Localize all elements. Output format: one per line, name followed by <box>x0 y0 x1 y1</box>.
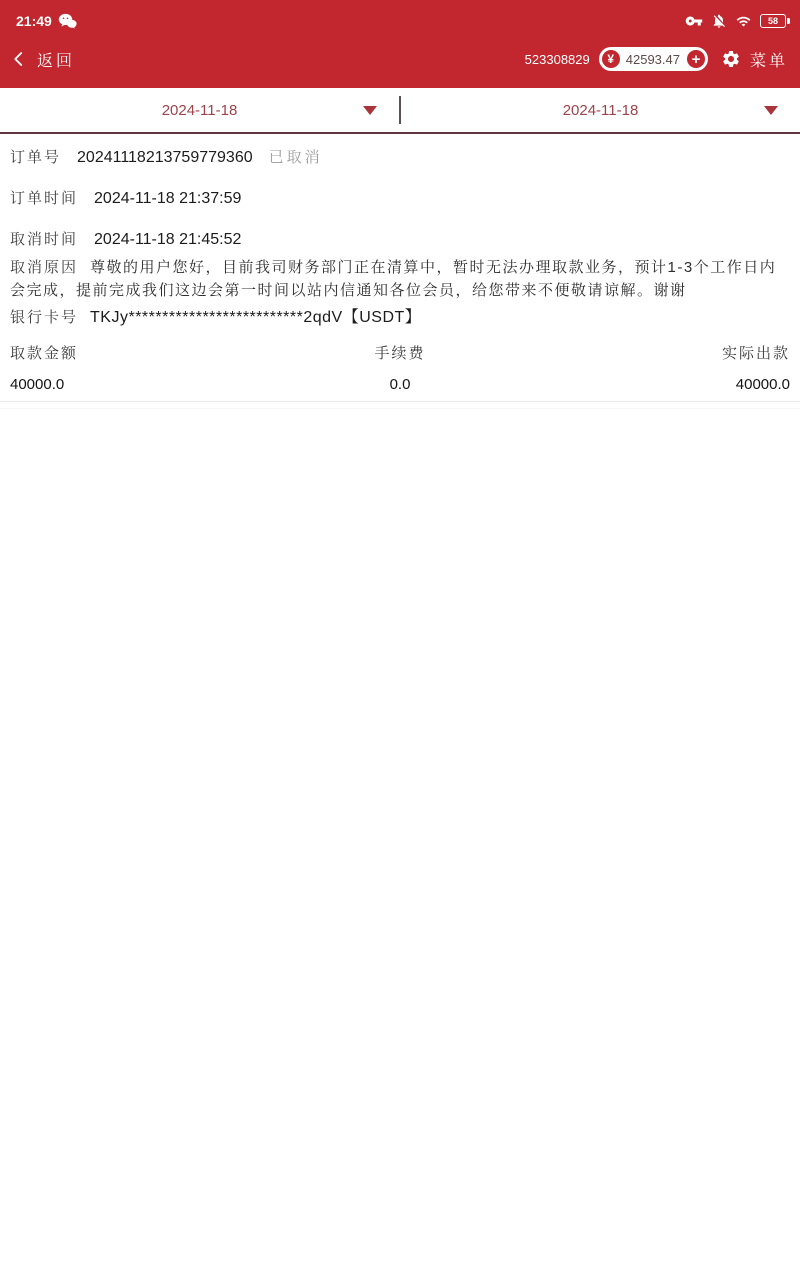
yen-icon: ¥ <box>602 50 620 68</box>
fee-header: 手续费 <box>374 345 426 362</box>
add-funds-icon[interactable]: + <box>687 50 705 68</box>
cancel-reason-label: 取消原因 <box>10 259 79 276</box>
wifi-icon <box>735 14 752 29</box>
order-number-row <box>10 146 323 167</box>
withdraw-amount-value: 40000.0 <box>10 376 65 393</box>
settings-button[interactable] <box>721 49 741 69</box>
balance-amount: 42593.47 <box>625 51 680 67</box>
fee-value: 0.0 <box>389 376 411 393</box>
order-number-label: 订单号 <box>10 149 62 166</box>
order-number-value: 20241118213759779360 <box>77 149 253 166</box>
order-time-row <box>10 187 241 208</box>
end-date-value: 2024-11-18 <box>562 101 639 119</box>
key-icon <box>685 12 703 30</box>
amount-table-values <box>0 376 800 393</box>
date-filter-bar <box>0 88 800 134</box>
chevron-down-icon <box>363 106 377 115</box>
balance-pill[interactable] <box>599 47 708 71</box>
start-date-value: 2024-11-18 <box>161 101 238 119</box>
chevron-down-icon <box>764 106 778 115</box>
cancel-time-row <box>10 228 241 249</box>
back-icon <box>10 49 28 69</box>
bank-card-row <box>10 304 421 327</box>
amount-table-header <box>0 342 800 363</box>
order-time-label: 订单时间 <box>10 190 79 207</box>
cancel-reason-text: 尊敬的用户您好，目前我司财务部门正在清算中，暂时无法办理取款业务，预计1-3个工作日内会完成，提前完成我们这边会第一时间以站内信通知各位会员，给您带来不便敬请谅解。谢谢 <box>10 259 777 299</box>
bank-card-label: 银行卡号 <box>10 309 79 326</box>
back-button[interactable] <box>10 48 75 71</box>
wechat-icon <box>58 13 77 29</box>
gear-icon <box>721 49 741 69</box>
cancel-reason-row <box>10 256 788 302</box>
section-divider <box>0 408 800 409</box>
withdraw-amount-header: 取款金额 <box>10 345 79 362</box>
account-id: 523308829 <box>524 51 590 67</box>
battery-icon <box>760 14 786 28</box>
back-label: 返回 <box>37 52 76 70</box>
status-badge: 已取消 <box>268 149 323 166</box>
start-date-select[interactable] <box>0 88 399 132</box>
nav-bar <box>0 34 800 84</box>
menu-button[interactable]: 菜单 <box>749 52 788 70</box>
app-header <box>0 0 800 88</box>
actual-payout-value: 40000.0 <box>735 376 790 393</box>
nav-right <box>525 47 788 71</box>
battery-percent: 58 <box>767 16 778 26</box>
bell-muted-icon <box>711 13 727 29</box>
status-bar-right <box>685 12 786 30</box>
status-bar-left <box>16 13 77 29</box>
order-time-value: 2024-11-18 21:37:59 <box>94 190 242 207</box>
actual-payout-header: 实际出款 <box>721 345 790 362</box>
cancel-time-label: 取消时间 <box>10 231 79 248</box>
end-date-select[interactable] <box>401 88 800 132</box>
status-bar <box>0 0 800 34</box>
bank-card-value: TKJy**************************2qdV【USDT】 <box>90 309 422 326</box>
section-divider <box>0 401 800 402</box>
clock-time: 21:49 <box>16 13 52 29</box>
cancel-time-value: 2024-11-18 21:45:52 <box>94 231 242 248</box>
